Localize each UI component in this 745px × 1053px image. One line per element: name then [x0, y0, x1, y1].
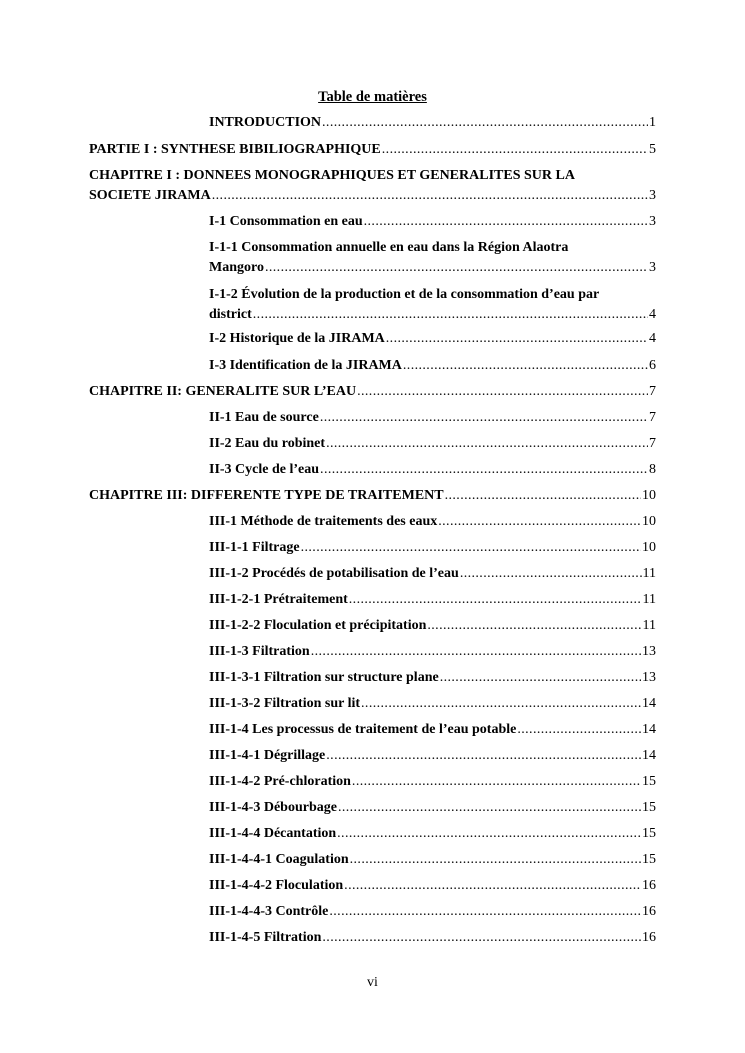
toc-entry-chapitre-3[interactable]: CHAPITRE III: DIFFERENTE TYPE DE TRAITEMENT ..... 10 — [89, 486, 656, 506]
toc-entry-ii-3[interactable]: II-3 Cycle de l’eau ..... 8 — [209, 460, 656, 480]
toc-entry-i-1-2[interactable]: I-1-2 Évolution de la production et de la consommation d’eau par district ..... 4 — [209, 285, 656, 325]
toc-entry-chapitre-2[interactable]: CHAPITRE II: GENERALITE SUR L’EAU ..... 7 — [89, 382, 656, 402]
toc-entry-partie-1[interactable]: PARTIE I : SYNTHESE BIBILIOGRAPHIQUE ..... 5 — [89, 140, 656, 160]
toc-entry-iii-1-4-4-2[interactable]: III-1-4-4-2 Floculation ..... 16 — [209, 876, 656, 896]
toc-entry-iii-1-3[interactable]: III-1-3 Filtration ..... 13 — [209, 642, 656, 662]
toc-title: Table de matières — [318, 89, 427, 105]
toc-entry-i-2[interactable]: I-2 Historique de la JIRAMA ..... 4 — [209, 329, 656, 349]
toc-entry-ii-2[interactable]: II-2 Eau du robinet ..... 7 — [209, 434, 656, 454]
toc-entry-iii-1-2[interactable]: III-1-2 Procédés de potabilisation de l’eau ..... 11 — [209, 564, 656, 584]
toc-entry-introduction[interactable]: INTRODUCTION ..... 1 — [209, 113, 656, 133]
page-number: vi — [367, 975, 378, 990]
toc-entry-i-3[interactable]: I-3 Identification de la JIRAMA ..... 6 — [209, 356, 656, 376]
toc-entry-iii-1-4-2[interactable]: III-1-4-2 Pré-chloration ..... 15 — [209, 772, 656, 792]
toc-entry-iii-1-3-2[interactable]: III-1-3-2 Filtration sur lit ..... 14 — [209, 694, 656, 714]
toc-entry-iii-1-1[interactable]: III-1-1 Filtrage ..... 10 — [209, 538, 656, 558]
toc-entry-chapitre-1[interactable]: CHAPITRE I : DONNEES MONOGRAPHIQUES ET GENERALITES SUR LA SOCIETE JIRAMA ..... 3 — [89, 166, 656, 206]
toc-entry-iii-1-2-1[interactable]: III-1-2-1 Prétraitement ..... 11 — [209, 590, 656, 610]
toc-entry-iii-1-4[interactable]: III-1-4 Les processus de traitement de l’eau potable ..... 14 — [209, 720, 656, 740]
toc-entry-ii-1[interactable]: II-1 Eau de source ..... 7 — [209, 408, 656, 428]
toc-entry-iii-1-4-4-1[interactable]: III-1-4-4-1 Coagulation ..... 15 — [209, 850, 656, 870]
toc-entry-iii-1-3-1[interactable]: III-1-3-1 Filtration sur structure plane ..... 13 — [209, 668, 656, 688]
toc-entry-i-1[interactable]: I-1 Consommation en eau ..... 3 — [209, 212, 656, 232]
toc-entry-iii-1-4-5[interactable]: III-1-4-5 Filtration ..... 16 — [209, 928, 656, 948]
toc-entry-iii-1-2-2[interactable]: III-1-2-2 Floculation et précipitation ..... 11 — [209, 616, 656, 636]
toc-entry-i-1-1[interactable]: I-1-1 Consommation annuelle en eau dans la Région Alaotra Mangoro ..... 3 — [209, 238, 656, 278]
toc-entry-iii-1-4-1[interactable]: III-1-4-1 Dégrillage ..... 14 — [209, 746, 656, 766]
toc-entry-iii-1-4-4[interactable]: III-1-4-4 Décantation ..... 15 — [209, 824, 656, 844]
toc-entry-iii-1-4-3[interactable]: III-1-4-3 Débourbage ..... 15 — [209, 798, 656, 818]
toc-entry-iii-1-4-4-3[interactable]: III-1-4-4-3 Contrôle ..... 16 — [209, 902, 656, 922]
toc-entry-iii-1[interactable]: III-1 Méthode de traitements des eaux ..... 10 — [209, 512, 656, 532]
